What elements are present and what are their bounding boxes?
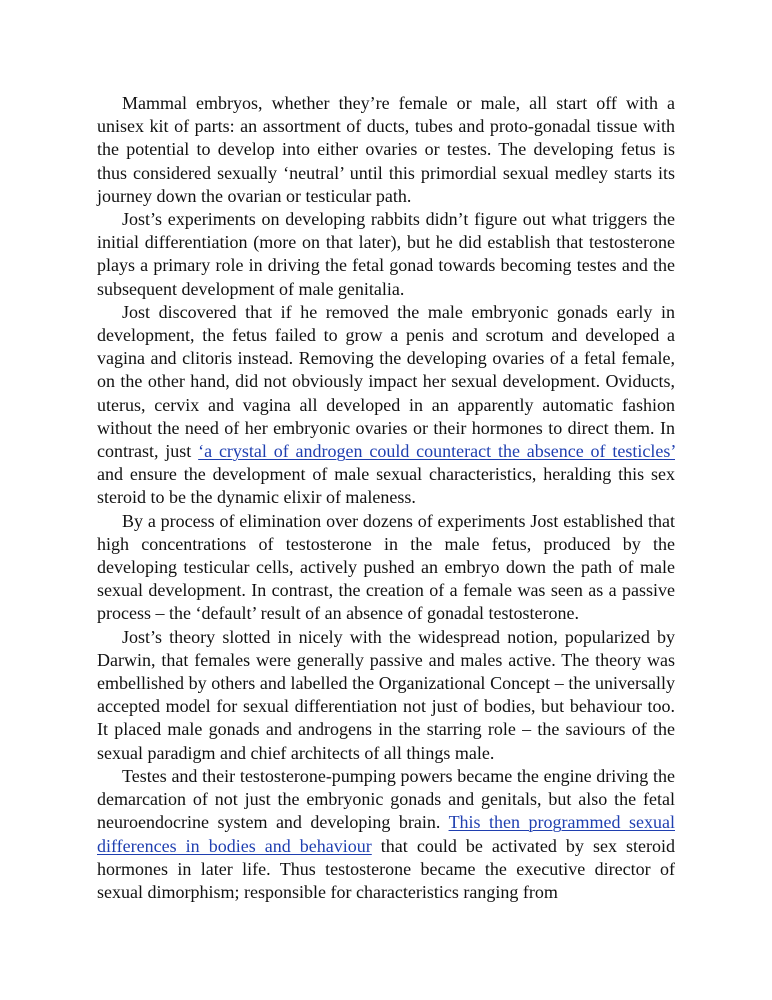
paragraph-text: Jost’s experiments on developing rabbits didn’t figure out what triggers the initial differentiation (more on that later), but he did establish that testosterone plays a primary role in driving the fetal gonad towards becoming testes and the subsequent development of male genitalia. <box>97 209 675 299</box>
paragraph-unisex-kit <box>97 92 675 208</box>
paragraph-text-before-link: Testes and their testosterone-pumping powers became the engine driving the demarcation of not just the embryonic gonads and genitals, but also the fetal neuroendocrine system and developing brain. <box>97 765 675 833</box>
paragraph-text-after-link: and ensure the development of male sexual characteristics, heralding this sex steroid to be the dynamic elixir of maleness. <box>97 464 675 508</box>
paragraph-text-after-link: that could be activated by sex steroid hormones in later life. Thus testosterone became the executive director of sexual dimorphism; responsible for characteristics ranging from <box>97 835 675 902</box>
crystal-of-androgen-link[interactable]: ‘a crystal of androgen could counteract the absence of testicles’ <box>198 441 675 462</box>
paragraph-text-before-link: Jost discovered that if he removed the male embryonic gonads early in development, the fetus failed to grow a penis and scrotum and developed a vagina and clitoris instead. Removing the developing ovaries of a fetal female, on the other hand, did not obviously impact her sexual development. Oviducts, uterus, cervix and vagina all developed in an apparently automatic fashion without the need of her embryonic ovaries or their hormones to direct them. In contrast, just <box>97 301 675 462</box>
paragraph-organizational-concept <box>97 626 675 765</box>
paragraph-text: By a process of elimination over dozens of experiments Jost established that high concentrations of testosterone in the male fetus, produced by the developing testicular cells, actively pushed an embryo down the path of male sexual development. In contrast, the creation of a female was seen as a passive process – the ‘default’ result of an absence of gonadal testosterone. <box>97 510 675 624</box>
paragraph-text: Mammal embryos, whether they’re female or male, all start off with a unisex kit of parts: an assortment of ducts, tubes and proto-gonadal tissue with the potential to develop into either ovaries or testes. The developing fetus is thus considered sexually ‘neutral’ until this primordial sexual medley starts its journey down the ovarian or testicular path. <box>97 93 675 206</box>
sexual-differences-link[interactable]: This then programmed sexual differences in bodies and behaviour <box>97 812 675 856</box>
paragraph-text: Jost’s theory slotted in nicely with the widespread notion, popularized by Darwin, that females were generally passive and males active. The theory was embellished by others and labelled the Organizational Concept – the universally accepted model for sexual differentiation not just of bodies, but behaviour too. It placed male gonads and androgens in the starring role – the saviours of the sexual paradigm and chief architects of all things male. <box>97 626 675 763</box>
paragraph-testes-engine <box>97 765 675 904</box>
paragraph-elimination <box>97 510 675 626</box>
document-page <box>97 92 675 904</box>
paragraph-jost-rabbits <box>97 208 675 301</box>
paragraph-gonad-removal <box>97 301 675 510</box>
